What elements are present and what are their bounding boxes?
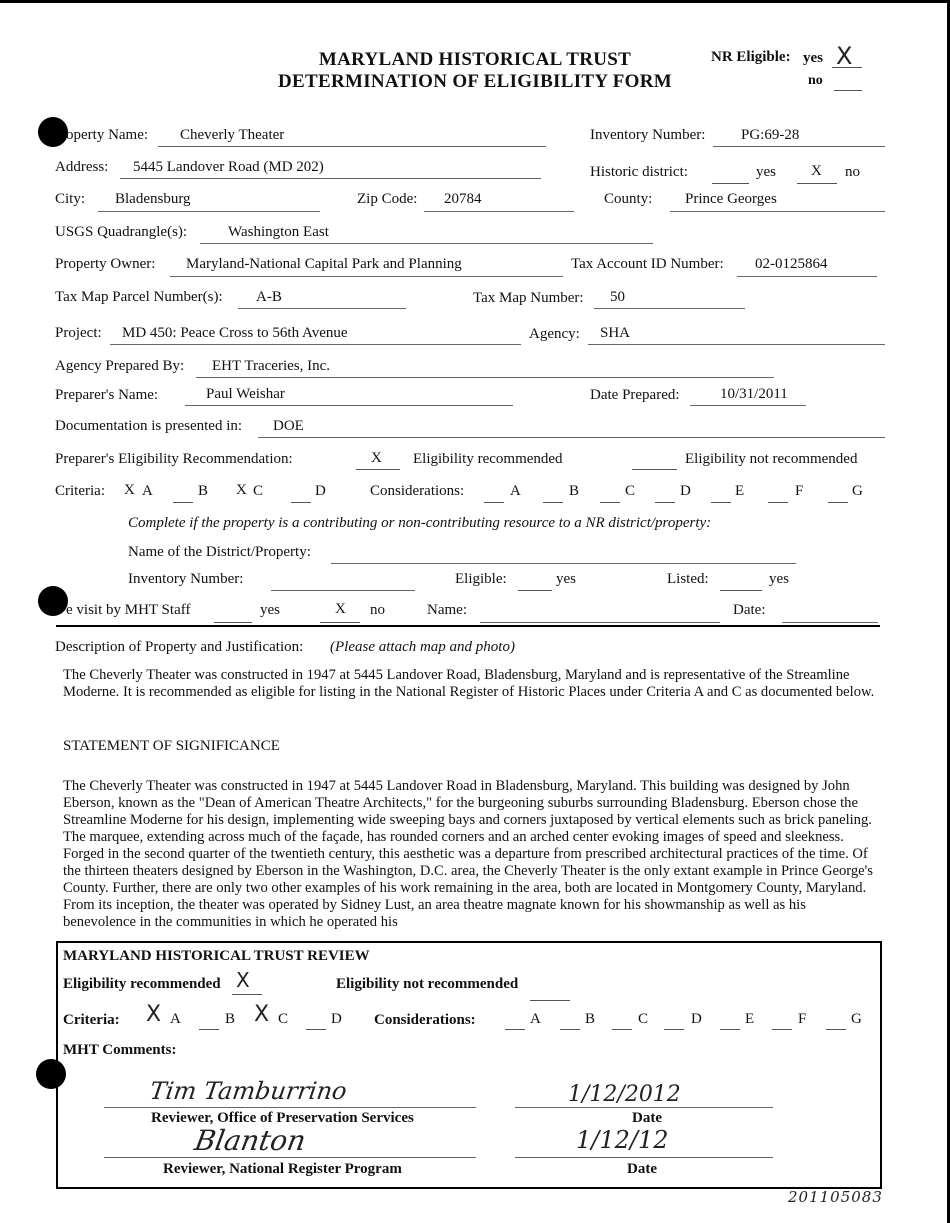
eligibility-recommended-label: Eligibility recommended: [413, 451, 563, 467]
historic-no-label: no: [845, 164, 860, 180]
inventory-number-line: [713, 146, 885, 147]
review-elig-recommended: Eligibility recommended: [63, 976, 221, 992]
date2-line: [515, 1157, 773, 1158]
district-listed-blank: [720, 590, 762, 591]
review-considerations-label: Considerations:: [374, 1012, 476, 1028]
criteria-c: C: [253, 483, 264, 499]
city-line: [98, 211, 320, 212]
criteria-c-mark: X: [236, 482, 247, 498]
nr-no-label: no: [808, 73, 823, 88]
owner-label: Property Owner:: [55, 256, 156, 272]
historic-district-label: Historic district:: [590, 164, 688, 180]
district-eligible-label: Eligible:: [455, 571, 507, 587]
considerations-d: D: [680, 483, 691, 499]
binder-hole: [38, 117, 68, 147]
preparer-label: Preparer's Name:: [55, 387, 159, 403]
cons-c-blank: [600, 502, 620, 503]
considerations-g: G: [852, 483, 863, 499]
documentation-label: Documentation is presented in:: [55, 418, 243, 434]
site-visit-label: e visit by MHT Staff: [66, 602, 191, 618]
review-elig-mark: X: [236, 968, 250, 992]
property-name-value: Cheverly Theater: [180, 127, 285, 143]
site-yes-blank: [214, 622, 252, 623]
review-considerations-d: D: [691, 1011, 702, 1027]
district-listed-yes: yes: [769, 571, 789, 587]
nr-eligible-label: NR Eligible:: [711, 49, 791, 65]
criteria-b-blank: [173, 502, 193, 503]
review-criteria-b-blank: [199, 1029, 219, 1030]
review-elig-not-recommended: Eligibility not recommended: [336, 976, 519, 992]
review-cons-f-blank: [772, 1029, 792, 1030]
form-title-line2: DETERMINATION OF ELIGIBILITY FORM: [278, 71, 672, 92]
inventory-number-value: PG:69-28: [741, 127, 800, 143]
considerations-f: F: [795, 483, 804, 499]
date2-label: Date: [627, 1161, 657, 1177]
review-considerations-g: G: [851, 1011, 862, 1027]
cons-f-blank: [768, 502, 788, 503]
agency-prepared-label: Agency Prepared By:: [55, 358, 185, 374]
preparer-line: [185, 405, 513, 406]
visit-name-line: [480, 622, 720, 623]
usgs-label: USGS Quadrangle(s):: [55, 224, 188, 240]
site-no-mark: X: [335, 601, 346, 617]
considerations-a: A: [510, 483, 521, 499]
tax-account-line: [737, 276, 877, 277]
form-title-line1: MARYLAND HISTORICAL TRUST: [318, 49, 632, 70]
date1-line: [515, 1107, 773, 1108]
criteria-d-blank: [291, 502, 311, 503]
reviewer2-signature: Blanton: [192, 1124, 309, 1157]
tax-account-label: Tax Account ID Number:: [571, 256, 724, 272]
review-not-rec-blank: [530, 1000, 570, 1001]
cons-b-blank: [543, 502, 563, 503]
review-criteria-a: A: [170, 1011, 181, 1027]
parcel-line: [238, 308, 406, 309]
nr-yes-blank: [832, 67, 862, 68]
district-eligible-blank: [518, 590, 552, 591]
visit-name-label: Name:: [427, 602, 467, 618]
review-cons-g-blank: [826, 1029, 846, 1030]
eligibility-not-recommended-label: Eligibility not recommended: [685, 451, 858, 467]
reviewer2-label: Reviewer, National Register Program: [163, 1161, 402, 1177]
mht-comments-label: MHT Comments:: [63, 1042, 177, 1058]
nr-no-blank: [834, 90, 862, 91]
district-name-line: [331, 563, 796, 564]
site-no-label: no: [370, 602, 385, 618]
document-number: 201105083: [788, 1188, 883, 1206]
review-criteria-d-blank: [306, 1029, 326, 1030]
review-considerations-c: C: [638, 1011, 649, 1027]
district-inventory-label: Inventory Number:: [128, 571, 244, 587]
signature1-line: [104, 1107, 476, 1108]
considerations-e: E: [735, 483, 745, 499]
criteria-a-mark: X: [124, 482, 135, 498]
considerations-b: B: [569, 483, 580, 499]
cons-e-blank: [711, 502, 731, 503]
review-criteria-c: C: [278, 1011, 289, 1027]
review-criteria-label: Criteria:: [63, 1012, 120, 1028]
historic-yes-blank: [712, 183, 749, 184]
review-cons-d-blank: [664, 1029, 684, 1030]
district-inventory-line: [271, 590, 415, 591]
visit-date-label: Date:: [733, 602, 766, 618]
review-cons-e-blank: [720, 1029, 740, 1030]
agency-line: [588, 344, 885, 345]
recommendation-label: Preparer's Eligibility Recommendation:: [55, 451, 293, 467]
usgs-value: Washington East: [228, 224, 329, 240]
agency-prepared-line: [196, 377, 774, 378]
review-criteria-c-mark: X: [254, 1002, 270, 1027]
documentation-line: [258, 437, 885, 438]
review-considerations-e: E: [745, 1011, 755, 1027]
criteria-d: D: [315, 483, 326, 499]
parcel-label: Tax Map Parcel Number(s):: [55, 289, 223, 305]
description-paragraph-2: The Cheverly Theater was constructed in 1947 at 5445 Landover Road in Bladensburg, Maryland. This building was designed by John Eberson, known as the "Dean of American Theatre Architects," for the burgeoning suburbs surrounding Bladensburg. Eberson chose the Streamline Moderne for his design, implementing wide sweeping bays and corners juxtaposed by vertical elements such as brick paneling. The marquee, extending across much of the façade, has rounded corners and an arched center evoking images of speed and sleekness. Forged in the second quarter of the twentieth century, this aesthetic was a departure from prescribed architectural practices of the time. Of the thirteen theaters designed by Eberson in the Washington, D.C. area, the Cheverly Theater is the only extant example in Prince George's County. Further, there are only two other examples of his work remaining in the area, both are located in Montgomery County, Maryland. From its inception, the theater was operated by Sidney Lust, an area theatre magnate known for his showmanship as well as his benevolence in the communities in which he operated his: [63, 778, 873, 930]
review-considerations-f: F: [798, 1011, 807, 1027]
criteria-a: A: [142, 483, 153, 499]
tax-account-value: 02-0125864: [755, 256, 828, 272]
review-cons-a-blank: [505, 1029, 525, 1030]
zip-label: Zip Code:: [357, 191, 418, 207]
historic-no-blank: [797, 183, 837, 184]
recommendation-blank: [356, 469, 400, 470]
zip-line: [424, 211, 574, 212]
city-value: Bladensburg: [115, 191, 191, 207]
preparer-value: Paul Weishar: [206, 386, 285, 402]
district-note: Complete if the property is a contributing or non-contributing resource to a NR district/property:: [128, 515, 712, 531]
review-criteria-a-mark: X: [146, 1002, 162, 1027]
binder-hole: [38, 586, 68, 616]
reviewer1-label: Reviewer, Office of Preservation Services: [151, 1110, 414, 1126]
review-cons-c-blank: [612, 1029, 632, 1030]
inventory-number-label: Inventory Number:: [590, 127, 706, 143]
documentation-value: DOE: [273, 418, 304, 434]
reviewer1-signature: Tim Tamburrino: [148, 1077, 349, 1105]
site-yes-label: yes: [260, 602, 280, 618]
city-label: City:: [55, 191, 86, 207]
cons-a-blank: [484, 502, 504, 503]
address-line: [120, 178, 541, 179]
usgs-line: [200, 243, 653, 244]
considerations-c: C: [625, 483, 636, 499]
review-criteria-b: B: [225, 1011, 236, 1027]
criteria-label: Criteria:: [55, 483, 105, 499]
owner-value: Maryland-National Capital Park and Planning: [186, 256, 462, 272]
not-recommended-blank: [632, 469, 677, 470]
review-criteria-d: D: [331, 1011, 342, 1027]
visit-date-line: [782, 622, 878, 623]
parcel-value: A-B: [256, 289, 282, 305]
nr-yes-mark: X: [836, 42, 853, 70]
description-label: Description of Property and Justification:: [55, 639, 304, 655]
nr-yes-label: yes: [803, 50, 823, 66]
county-value: Prince Georges: [685, 191, 777, 207]
agency-label: Agency:: [529, 326, 580, 342]
date-prepared-line: [690, 405, 806, 406]
property-name-label: operty Name:: [66, 127, 149, 143]
address-value: 5445 Landover Road (MD 202): [133, 159, 324, 175]
signature2-line: [104, 1157, 476, 1158]
description-paragraph-1: The Cheverly Theater was constructed in 1947 at 5445 Landover Road, Bladensburg, Maryland and is representative of the Streamline Moderne. It is recommended as eligible for listing in the National Register of Historic Places under Criteria A and C as documented below.: [63, 667, 875, 700]
review-elig-blank: [232, 994, 262, 995]
tax-map-value: 50: [610, 289, 625, 305]
agency-value: SHA: [600, 325, 631, 341]
zip-value: 20784: [444, 191, 482, 207]
considerations-label: Considerations:: [370, 483, 465, 499]
project-label: Project:: [55, 325, 102, 341]
criteria-b: B: [198, 483, 209, 499]
recommendation-mark: X: [371, 450, 382, 466]
significance-heading: STATEMENT OF SIGNIFICANCE: [63, 738, 280, 754]
review-title: MARYLAND HISTORICAL TRUST REVIEW: [63, 948, 370, 964]
section-separator: [56, 625, 880, 627]
review-considerations-b: B: [585, 1011, 596, 1027]
district-listed-label: Listed:: [667, 571, 709, 587]
historic-no-mark: X: [811, 163, 822, 179]
agency-prepared-value: EHT Traceries, Inc.: [212, 358, 331, 374]
county-line: [670, 211, 885, 212]
date1-label: Date: [632, 1110, 662, 1126]
review-considerations-a: A: [530, 1011, 541, 1027]
address-label: Address:: [55, 159, 109, 175]
district-name-label: Name of the District/Property:: [128, 544, 311, 560]
district-eligible-yes: yes: [556, 571, 576, 587]
review-cons-b-blank: [560, 1029, 580, 1030]
review-date2: 1/12/12: [576, 1126, 669, 1154]
cons-d-blank: [655, 502, 675, 503]
cons-g-blank: [828, 502, 848, 503]
historic-yes-label: yes: [756, 164, 776, 180]
property-name-line: [158, 146, 546, 147]
county-label: County:: [604, 191, 653, 207]
project-line: [110, 344, 521, 345]
scan-edge-top: [0, 0, 950, 3]
owner-line: [170, 276, 563, 277]
date-prepared-value: 10/31/2011: [720, 386, 788, 402]
project-value: MD 450: Peace Cross to 56th Avenue: [122, 325, 348, 341]
tax-map-line: [594, 308, 745, 309]
site-no-blank: [320, 622, 360, 623]
review-date1: 1/12/2012: [568, 1082, 681, 1107]
tax-map-label: Tax Map Number:: [473, 290, 584, 306]
date-prepared-label: Date Prepared:: [590, 387, 680, 403]
description-attach-note: (Please attach map and photo): [330, 639, 515, 655]
